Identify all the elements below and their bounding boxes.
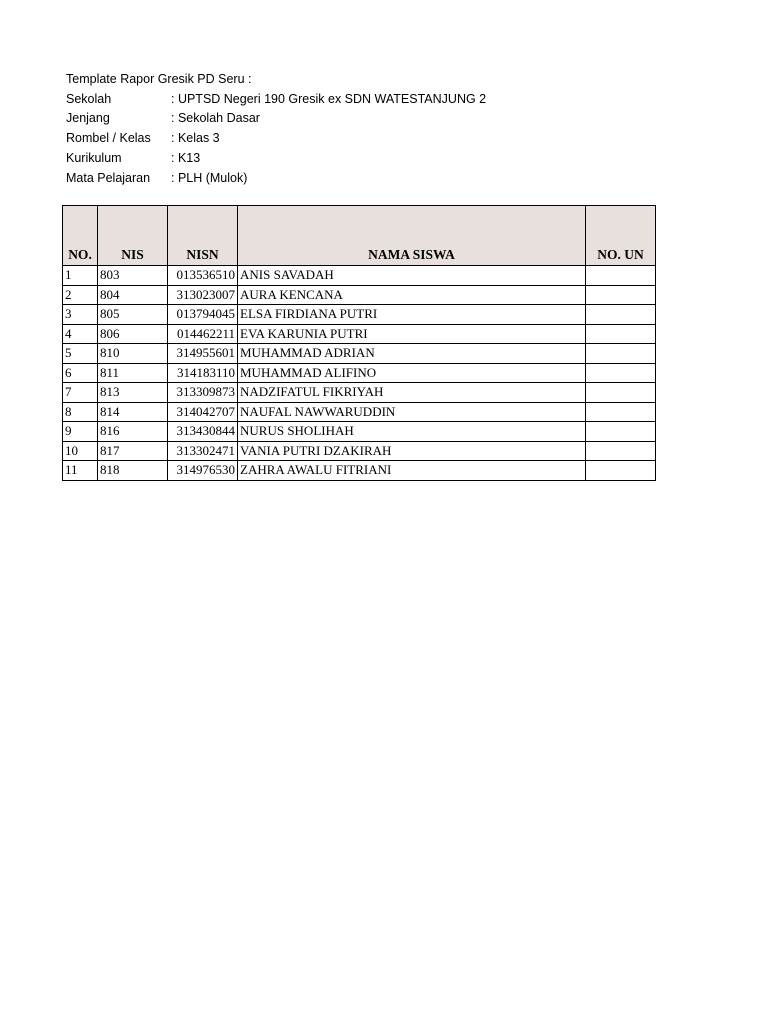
cell-nis: 816 — [98, 422, 168, 442]
document-header — [66, 70, 486, 188]
cell-student-name: NURUS SHOLIHAH — [238, 422, 586, 442]
cell-no: 11 — [63, 461, 98, 481]
cell-student-name: ZAHRA AWALU FITRIANI — [238, 461, 586, 481]
cell-exam-number — [586, 422, 656, 442]
meta-label: Kurikulum — [66, 150, 122, 165]
cell-nisn: 313430844 — [168, 422, 238, 442]
cell-student-name: NADZIFATUL FIKRIYAH — [238, 383, 586, 403]
meta-value: : K13 — [171, 150, 201, 165]
table-header-row — [63, 206, 656, 266]
cell-no: 9 — [63, 422, 98, 442]
cell-nis: 813 — [98, 383, 168, 403]
cell-exam-number — [586, 266, 656, 286]
cell-nisn: 013794045 — [168, 305, 238, 325]
cell-no: 5 — [63, 344, 98, 364]
table-row — [63, 363, 656, 383]
cell-nis: 817 — [98, 441, 168, 461]
cell-student-name: ANIS SAVADAH — [238, 266, 586, 286]
cell-nis: 814 — [98, 402, 168, 422]
document-title: Template Rapor Gresik PD Seru : — [66, 72, 252, 86]
cell-exam-number — [586, 285, 656, 305]
cell-nisn: 314976530 — [168, 461, 238, 481]
cell-nisn: 014462211 — [168, 324, 238, 344]
cell-nisn: 314042707 — [168, 402, 238, 422]
cell-nisn: 314183110 — [168, 363, 238, 383]
cell-exam-number — [586, 383, 656, 403]
cell-nis: 810 — [98, 344, 168, 364]
table-row — [63, 441, 656, 461]
meta-value: : Sekolah Dasar — [171, 111, 260, 126]
cell-nis: 811 — [98, 363, 168, 383]
cell-exam-number — [586, 344, 656, 364]
cell-nisn: 313023007 — [168, 285, 238, 305]
column-header-no: NO. — [63, 206, 98, 266]
cell-nisn: 013536510 — [168, 266, 238, 286]
cell-no: 10 — [63, 441, 98, 461]
cell-no: 7 — [63, 383, 98, 403]
cell-nisn: 314955601 — [168, 344, 238, 364]
table-row — [63, 402, 656, 422]
cell-nis: 806 — [98, 324, 168, 344]
cell-exam-number — [586, 441, 656, 461]
table-row — [63, 266, 656, 286]
table-row — [63, 305, 656, 325]
cell-nis: 803 — [98, 266, 168, 286]
student-roster-table — [62, 205, 656, 481]
meta-label: Sekolah — [66, 91, 112, 106]
column-header-nisn: NISN — [168, 206, 238, 266]
cell-student-name: EVA KARUNIA PUTRI — [238, 324, 586, 344]
meta-row-school — [66, 90, 486, 110]
meta-value: : PLH (Mulok) — [171, 170, 248, 185]
cell-nis: 804 — [98, 285, 168, 305]
cell-student-name: NAUFAL NAWWARUDDIN — [238, 402, 586, 422]
meta-row-curriculum — [66, 149, 486, 169]
cell-no: 3 — [63, 305, 98, 325]
cell-exam-number — [586, 324, 656, 344]
meta-row-subject — [66, 169, 486, 189]
column-header-exam-number: NO. UN — [586, 206, 656, 266]
cell-nisn: 313302471 — [168, 441, 238, 461]
cell-nisn: 313309873 — [168, 383, 238, 403]
meta-row-level — [66, 109, 486, 129]
cell-no: 6 — [63, 363, 98, 383]
table-row — [63, 324, 656, 344]
table-row — [63, 344, 656, 364]
cell-student-name: AURA KENCANA — [238, 285, 586, 305]
cell-exam-number — [586, 461, 656, 481]
cell-no: 1 — [63, 266, 98, 286]
meta-row-class — [66, 129, 486, 149]
column-header-nis: NIS — [98, 206, 168, 266]
meta-value: : UPTSD Negeri 190 Gresik ex SDN WATESTANJUNG 2 — [171, 91, 487, 106]
cell-no: 4 — [63, 324, 98, 344]
cell-exam-number — [586, 363, 656, 383]
table-body — [63, 266, 656, 481]
table-row — [63, 285, 656, 305]
table-row — [63, 461, 656, 481]
column-header-student-name: NAMA SISWA — [238, 206, 586, 266]
cell-student-name: MUHAMMAD ADRIAN — [238, 344, 586, 364]
cell-exam-number — [586, 402, 656, 422]
table-row — [63, 383, 656, 403]
meta-value: : Kelas 3 — [171, 131, 220, 146]
cell-student-name: VANIA PUTRI DZAKIRAH — [238, 441, 586, 461]
cell-nis: 818 — [98, 461, 168, 481]
meta-label: Mata Pelajaran — [66, 170, 151, 185]
cell-nis: 805 — [98, 305, 168, 325]
cell-exam-number — [586, 305, 656, 325]
cell-student-name: MUHAMMAD ALIFINO — [238, 363, 586, 383]
cell-no: 2 — [63, 285, 98, 305]
meta-label: Jenjang — [66, 111, 110, 126]
table-row — [63, 422, 656, 442]
cell-no: 8 — [63, 402, 98, 422]
cell-student-name: ELSA FIRDIANA PUTRI — [238, 305, 586, 325]
meta-label: Rombel / Kelas — [66, 131, 151, 146]
